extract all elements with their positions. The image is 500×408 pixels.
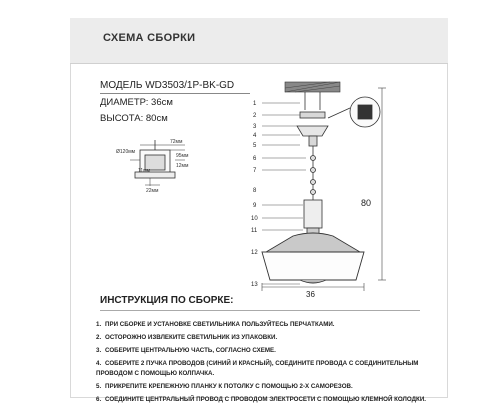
instructions-title: ИНСТРУКЦИЯ ПО СБОРКЕ: xyxy=(100,295,234,306)
width-value: 36 xyxy=(306,290,315,299)
part-number-3: 3 xyxy=(253,124,257,130)
part-number-12: 12 xyxy=(251,250,258,256)
part-number-9: 9 xyxy=(253,203,257,209)
mount-label-11: 11мм xyxy=(138,168,151,174)
diameter-spec: ДИАМЕТР: 36см xyxy=(100,97,173,108)
instruction-step: 5. ПРИКРЕПИТЕ КРЕПЕЖНУЮ ПЛАНКУ К ПОТОЛКУ С ПОМОЩЬЮ 2-Х САМОРЕЗОВ. xyxy=(96,383,353,390)
part-number-6: 6 xyxy=(253,156,257,162)
instruction-step: 4. СОБЕРИТЕ 2 ПУЧКА ПРОВОДОВ (СИНИЙ И КРАСНЫЙ), СОЕДИНИТЕ ПРОВОДА С СОЕДИНИТЕЛЬНЫМ ПРОВОДОМ С ПОМОЩЬЮ КОЛПАЧКА. xyxy=(96,360,419,377)
part-number-10: 10 xyxy=(251,216,258,222)
instructions-divider xyxy=(100,310,420,311)
part-number-2: 2 xyxy=(253,113,257,119)
part-number-5: 5 xyxy=(253,143,257,149)
page-title: СХЕМА СБОРКИ xyxy=(103,32,196,44)
model-name: МОДЕЛЬ WD3503/1P-BK-GD xyxy=(100,80,235,91)
lamp-holder xyxy=(304,200,322,236)
part-number-13: 13 xyxy=(251,282,258,288)
part-number-7: 7 xyxy=(253,168,257,174)
part-number-4: 4 xyxy=(253,133,257,139)
mount-label-72: 72мм xyxy=(170,139,183,145)
part-number-1: 1 xyxy=(253,101,257,107)
instruction-step: 2. ОСТОРОЖНО ИЗВЛЕКИТЕ СВЕТИЛЬНИК ИЗ УПАКОВКИ. xyxy=(96,334,278,341)
height-value: 80 xyxy=(361,198,372,208)
canopy xyxy=(297,92,328,146)
part-number-8: 8 xyxy=(253,188,257,194)
mount-label-120: Ø120мм xyxy=(116,149,136,155)
mount-label-12: 12мм xyxy=(176,163,189,169)
instruction-step: 1. ПРИ СБОРКЕ И УСТАНОВКЕ СВЕТИЛЬНИКА ПОЛЬЗУЙТЕСЬ ПЕРЧАТКАМИ. xyxy=(96,321,335,328)
instructions-list xyxy=(96,320,436,408)
mount-label-22: 22мм xyxy=(146,188,159,194)
height-spec: ВЫСОТА: 80см xyxy=(100,113,168,124)
lamp-shade xyxy=(262,233,364,283)
instruction-step: 3. СОБЕРИТЕ ЦЕНТРАЛЬНУЮ ЧАСТЬ, СОГЛАСНО СХЕМЕ. xyxy=(96,347,276,354)
instruction-step: 6. СОЕДИНИТЕ ЦЕНТРАЛЬНЫЙ ПРОВОД С ПРОВОДОМ ЭЛЕКТРОСЕТИ С ПОМОЩЬЮ КЛЕМНОЙ КОЛОДКИ. xyxy=(96,396,426,403)
ceiling xyxy=(285,82,340,92)
suspension-cord xyxy=(311,146,316,200)
mount-label-95: 95мм xyxy=(176,153,189,159)
part-number-11: 11 xyxy=(251,228,258,234)
wire-connector-callout xyxy=(328,97,380,127)
